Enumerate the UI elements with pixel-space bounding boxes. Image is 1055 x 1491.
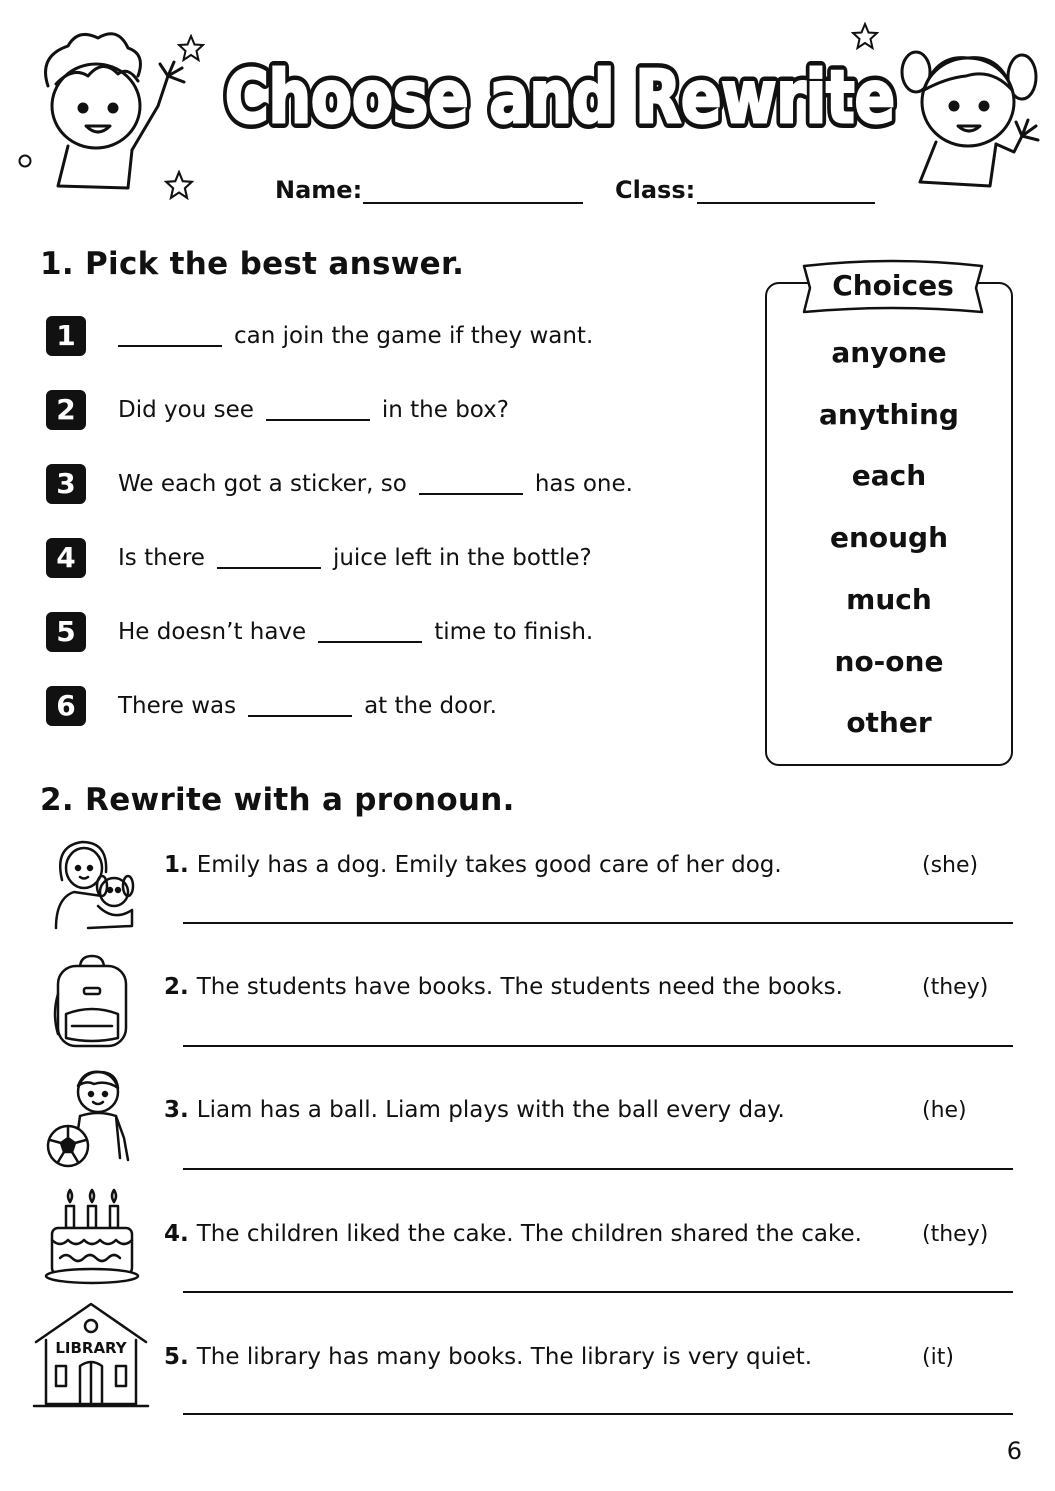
answer-blank[interactable] [248,715,352,717]
name-field[interactable] [363,202,583,204]
answer-line[interactable] [183,1045,1013,1047]
pronoun-hint: (he) [922,1098,967,1123]
answer-blank[interactable] [217,567,321,569]
choice-item: each [851,459,927,492]
class-field[interactable] [697,202,875,204]
svg-text:LIBRARY: LIBRARY [55,1339,127,1357]
star-icon [164,170,194,200]
section1-heading: 1. Pick the best answer. [40,246,465,282]
answer-line[interactable] [183,1413,1013,1415]
answer-blank[interactable] [419,493,523,495]
boy-with-ball-icon [44,1066,136,1170]
choice-item: other [846,706,932,739]
rewrite-item-4: 4. The children liked the cake. The children shared the cake. [164,1221,862,1247]
question-number: 2 [46,390,86,430]
pronoun-hint: (she) [922,853,979,878]
rewrite-item-3: 3. Liam has a ball. Liam plays with the ball every day. [164,1097,785,1123]
choices-title: Choices [832,269,954,302]
question-6: There was at the door. [118,693,497,719]
star-icon [177,34,205,62]
choice-item: enough [829,521,949,554]
rewrite-item-1: 1. Emily has a dog. Emily takes good care of her dog. [164,852,782,878]
svg-text:Choose and Rewrite: Choose and Rewrite [225,55,895,139]
page-number: 6 [1006,1437,1022,1465]
question-3: We each got a sticker, so has one. [118,471,633,497]
library-icon [32,1300,150,1410]
answer-line[interactable] [183,1291,1013,1293]
girl-waving-icon [896,32,1046,197]
question-number: 5 [46,612,86,652]
answer-blank[interactable] [318,641,422,643]
question-5: He doesn’t have time to finish. [118,619,594,645]
choice-item: no-one [834,645,944,678]
choice-item: anyone [831,336,947,369]
page-title [210,40,910,160]
backpack-icon [50,954,134,1050]
question-1: can join the game if they want. [118,323,593,349]
answer-blank[interactable] [118,345,222,347]
rewrite-item-5: 5. The library has many books. The library is very quiet. [164,1344,813,1370]
pronoun-hint: (it) [922,1345,954,1370]
pronoun-hint: (they) [922,1222,989,1247]
choice-item: much [846,583,932,616]
question-number: 6 [46,686,86,726]
rewrite-item-2: 2. The students have books. The students need the books. [164,974,843,1000]
class-label: Class: [615,176,696,204]
question-number: 3 [46,464,86,504]
name-label: Name: [275,176,363,204]
girl-with-dog-icon [48,836,140,932]
svg-text:Choose and Rewrite: Choose and Rewrite [225,55,895,139]
answer-blank[interactable] [266,419,370,421]
answer-line[interactable] [183,922,1013,924]
choice-item: anything [819,398,959,431]
circle-icon [17,153,33,169]
question-number: 4 [46,538,86,578]
question-number: 1 [46,316,86,356]
question-4: Is there juice left in the bottle? [118,545,592,571]
birthday-cake-icon [44,1188,140,1286]
question-2: Did you see in the box? [118,397,509,423]
pronoun-hint: (they) [922,975,989,1000]
section2-heading: 2. Rewrite with a pronoun. [40,782,515,818]
answer-line[interactable] [183,1168,1013,1170]
